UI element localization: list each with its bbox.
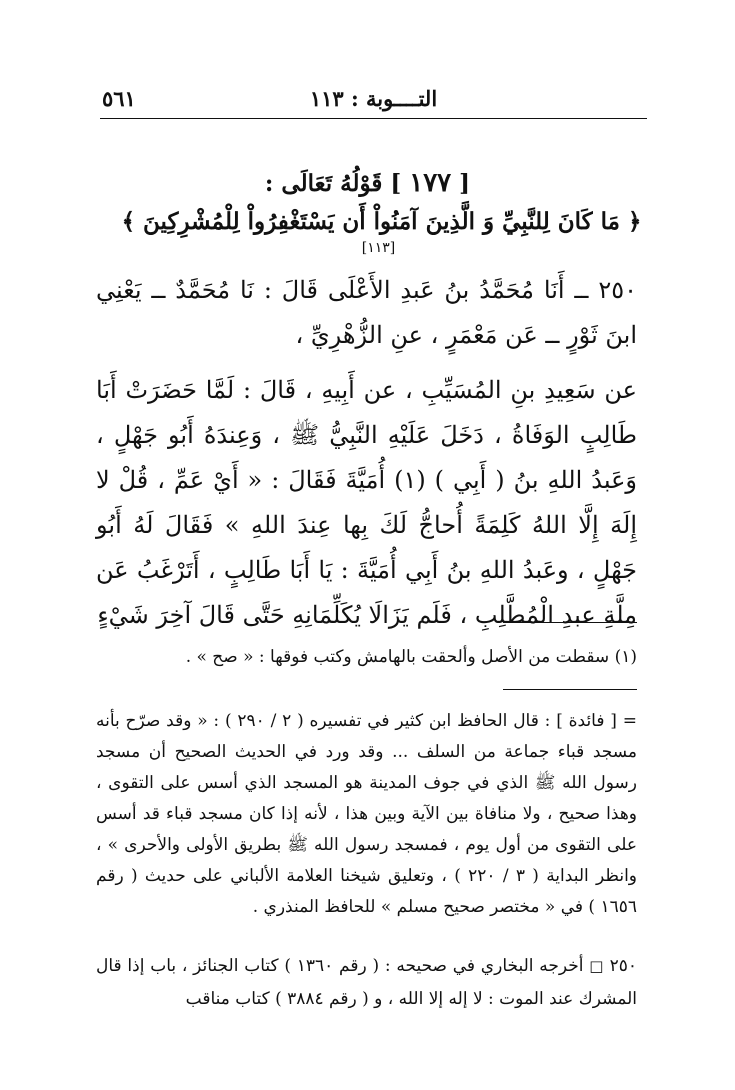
footnote-separator <box>503 622 637 623</box>
header-title: التــــوبة : ١١٣ <box>309 86 438 111</box>
section-open-bracket: [ <box>459 170 471 197</box>
running-header <box>100 84 647 119</box>
hadith-matn: عن سَعِيدِ بنِ المُسَيِّبِ ، عن أَبِيهِ ، قَالَ : لَمَّا حَضَرَتْ أَبَا طَالِبٍ الوَفَاةُ ، دَخَلَ عَلَيْهِ النَّبِيُّ ﷺ ، وَعِندَهُ أَبُو جَهْلٍ ، وَعَبدُ اللهِ بنُ ( أَبِي ) (١) أُمَيَّةَ فَقَالَ : « أَيْ عَمِّ ، قُلْ لا إِلَهَ إِلَّا اللهُ كَلِمَةً أُحاجُّ لَكَ بِها عِندَ اللهِ » فَقَالَ لَهُ أَبُو جَهْلٍ ، وعَبدُ اللهِ بنُ أَبِي أُمَيَّةَ : يَا أَبَا طَالِبٍ ، أَتَرْغَبُ عَن مِلَّةِ عبدِ الْمُطَّلِبِ ، فَلَم يَزَالَا يُكَلِّمَانِهِ حَتَّى قَالَ آخِرَ شَيْءٍ <box>96 376 637 629</box>
section-close-bracket: ] <box>390 170 402 197</box>
verse-reference: [١١٣] <box>361 240 396 256</box>
takhrij-number: ٢٥٠ <box>609 956 637 976</box>
takhrij-note <box>96 950 637 1016</box>
section-number: ١٧٧ <box>409 168 452 198</box>
takhrij-text: أخرجه البخاري في صحيحه : ( رقم ١٣٦٠ ) كتاب الجنائز ، باب إذا قال المشرك عند الموت : لا إله إلا الله ، و ( رقم ٣٨٨٤ ) كتاب مناقب <box>96 956 637 1009</box>
verse-text: ﴿ مَا كَانَ لِلنَّبِيِّ وَ الَّذِينَ آمَنُواْ أَن يَسْتَغْفِرُواْ لِلْمُشْرِكِينَ ﴾ <box>121 208 642 235</box>
hadith-isnad: ٢٥٠ ــ أَنَا مُحَمَّدُ بنُ عَبدِ الأَعْلَى قَالَ : نَا مُحَمَّدٌ ــ يَعْنِي ابنَ ثَوْرٍ ــ عَن مَعْمَرٍ ، عنِ الزُّهْرِيِّ ، <box>96 276 637 349</box>
footnote: (١) سقطت من الأصل وألحقت بالهامش وكتب فوقها : « صح » . <box>185 647 637 667</box>
section-heading <box>80 168 655 198</box>
notes-separator <box>503 689 637 690</box>
square-marker-icon: □ <box>589 957 604 975</box>
section-intro: قَوْلُهُ تَعَالَى : <box>264 170 383 197</box>
quran-verse <box>120 208 643 262</box>
commentary-note: = [ فائدة ] : قال الحافظ ابن كثير في تفسيره ( ٢ / ٢٩٠ ) : « وقد صرّح بأنه مسجد قباء جماعة من السلف ... وقد ورد في الحديث الصحيح أن مسجد رسول الله ﷺ الذي في جوف المدينة هو المسجد الذي أسس على التقوى ، وهذا صحيح ، ولا منافاة بين الآية وبين هذا ، لأنه إذا كان مسجد قباء قد أسس على التقوى من أول يوم ، فمسجد رسول الله ﷺ بطريق الأولى والأحرى » ، وانظر البداية ( ٣ / ٢٢٠ ) ، وتعليق شيخنا العلامة الألباني على حديث ( رقم ١٦٥٦ ) في « مختصر صحيح مسلم » للحافظ المنذري . <box>96 711 638 917</box>
page-number: ٥٦١ <box>102 86 136 111</box>
